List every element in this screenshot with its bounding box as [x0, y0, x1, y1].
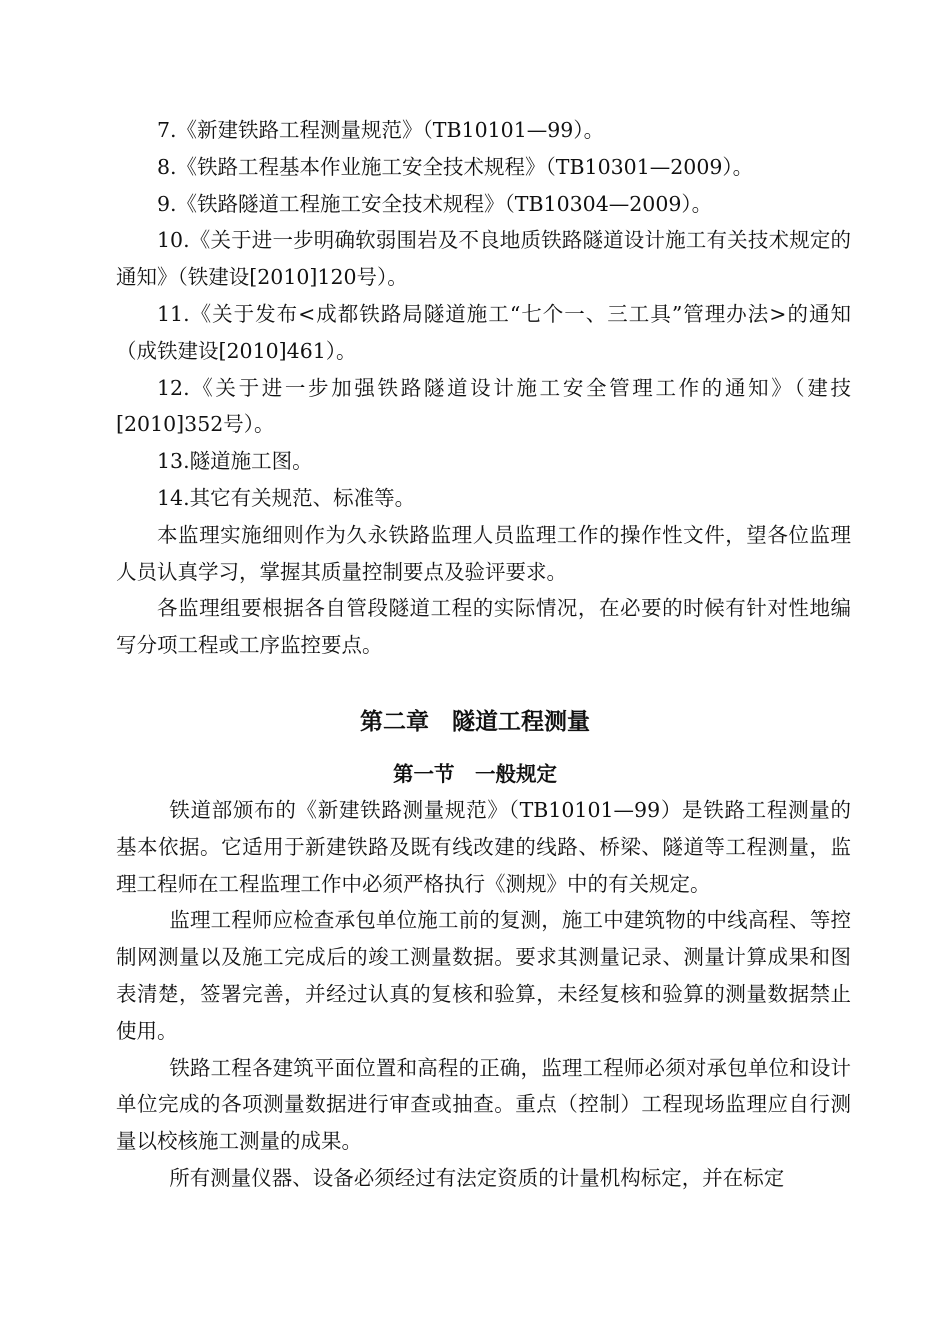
body-paragraph: 监理工程师应检查承包单位施工前的复测，施工中建筑物的中线高程、等控制网测量以及施工完成后的竣工测量数据。要求其测量记录、测量计算成果和图表清楚，签署完善，并经过认真的复核和验算，未经复核和验算的测量数据禁止使用。	[116, 908, 851, 1043]
reference-item-11: 11.《关于发布<成都铁路局隧道施工“七个一、三工具”管理办法>的通知（成铁建设[2010]461）。	[116, 301, 851, 363]
reference-item-10: 10.《关于进一步明确软弱围岩及不良地质铁路隧道设计施工有关技术规定的通知》（铁建设[2010]120号）。	[116, 228, 851, 290]
chapter-title: 第二章 隧道工程测量	[360, 709, 590, 735]
reference-item-9: 9.《铁路隧道工程施工安全技术规程》（TB10304—2009）。	[157, 191, 713, 216]
body-paragraph: 铁道部颁布的《新建铁路测量规范》（TB10101—99）是铁路工程测量的基本依据。它适用于新建铁路及既有线改建的线路、桥梁、隧道等工程测量，监理工程师在工程监理工作中必须严格执行《测规》中的有关规定。	[116, 798, 851, 896]
reference-item-13: 13.隧道施工图。	[157, 449, 313, 474]
intro-paragraph: 本监理实施细则作为久永铁路监理人员监理工作的操作性文件，望各位监理人员认真学习，掌握其质量控制要点及验评要求。	[116, 522, 851, 584]
reference-item-14: 14.其它有关规范、标准等。	[157, 485, 416, 510]
body-paragraph: 所有测量仪器、设备必须经过有法定资质的计量机构标定，并在标定	[169, 1165, 785, 1190]
reference-item-12: 12.《关于进一步加强铁路隧道设计施工安全管理工作的通知》（建技[2010]352号）。	[116, 375, 851, 437]
section-title: 第一节 一般规定	[393, 762, 557, 786]
reference-list	[116, 112, 851, 664]
intro-paragraph: 各监理组要根据各自管段隧道工程的实际情况，在必要的时候有针对性地编写分项工程或工序监控要点。	[116, 596, 851, 658]
reference-item-8: 8.《铁路工程基本作业施工安全技术规程》（TB10301—2009）。	[157, 154, 754, 179]
reference-item-7: 7.《新建铁路工程测量规范》（TB10101—99）。	[157, 118, 605, 142]
body-paragraph: 铁路工程各建筑平面位置和高程的正确，监理工程师必须对承包单位和设计单位完成的各项测量数据进行审查或抽查。重点（控制）工程现场监理应自行测量以校核施工测量的成果。	[116, 1055, 851, 1154]
section-body	[116, 792, 851, 1197]
